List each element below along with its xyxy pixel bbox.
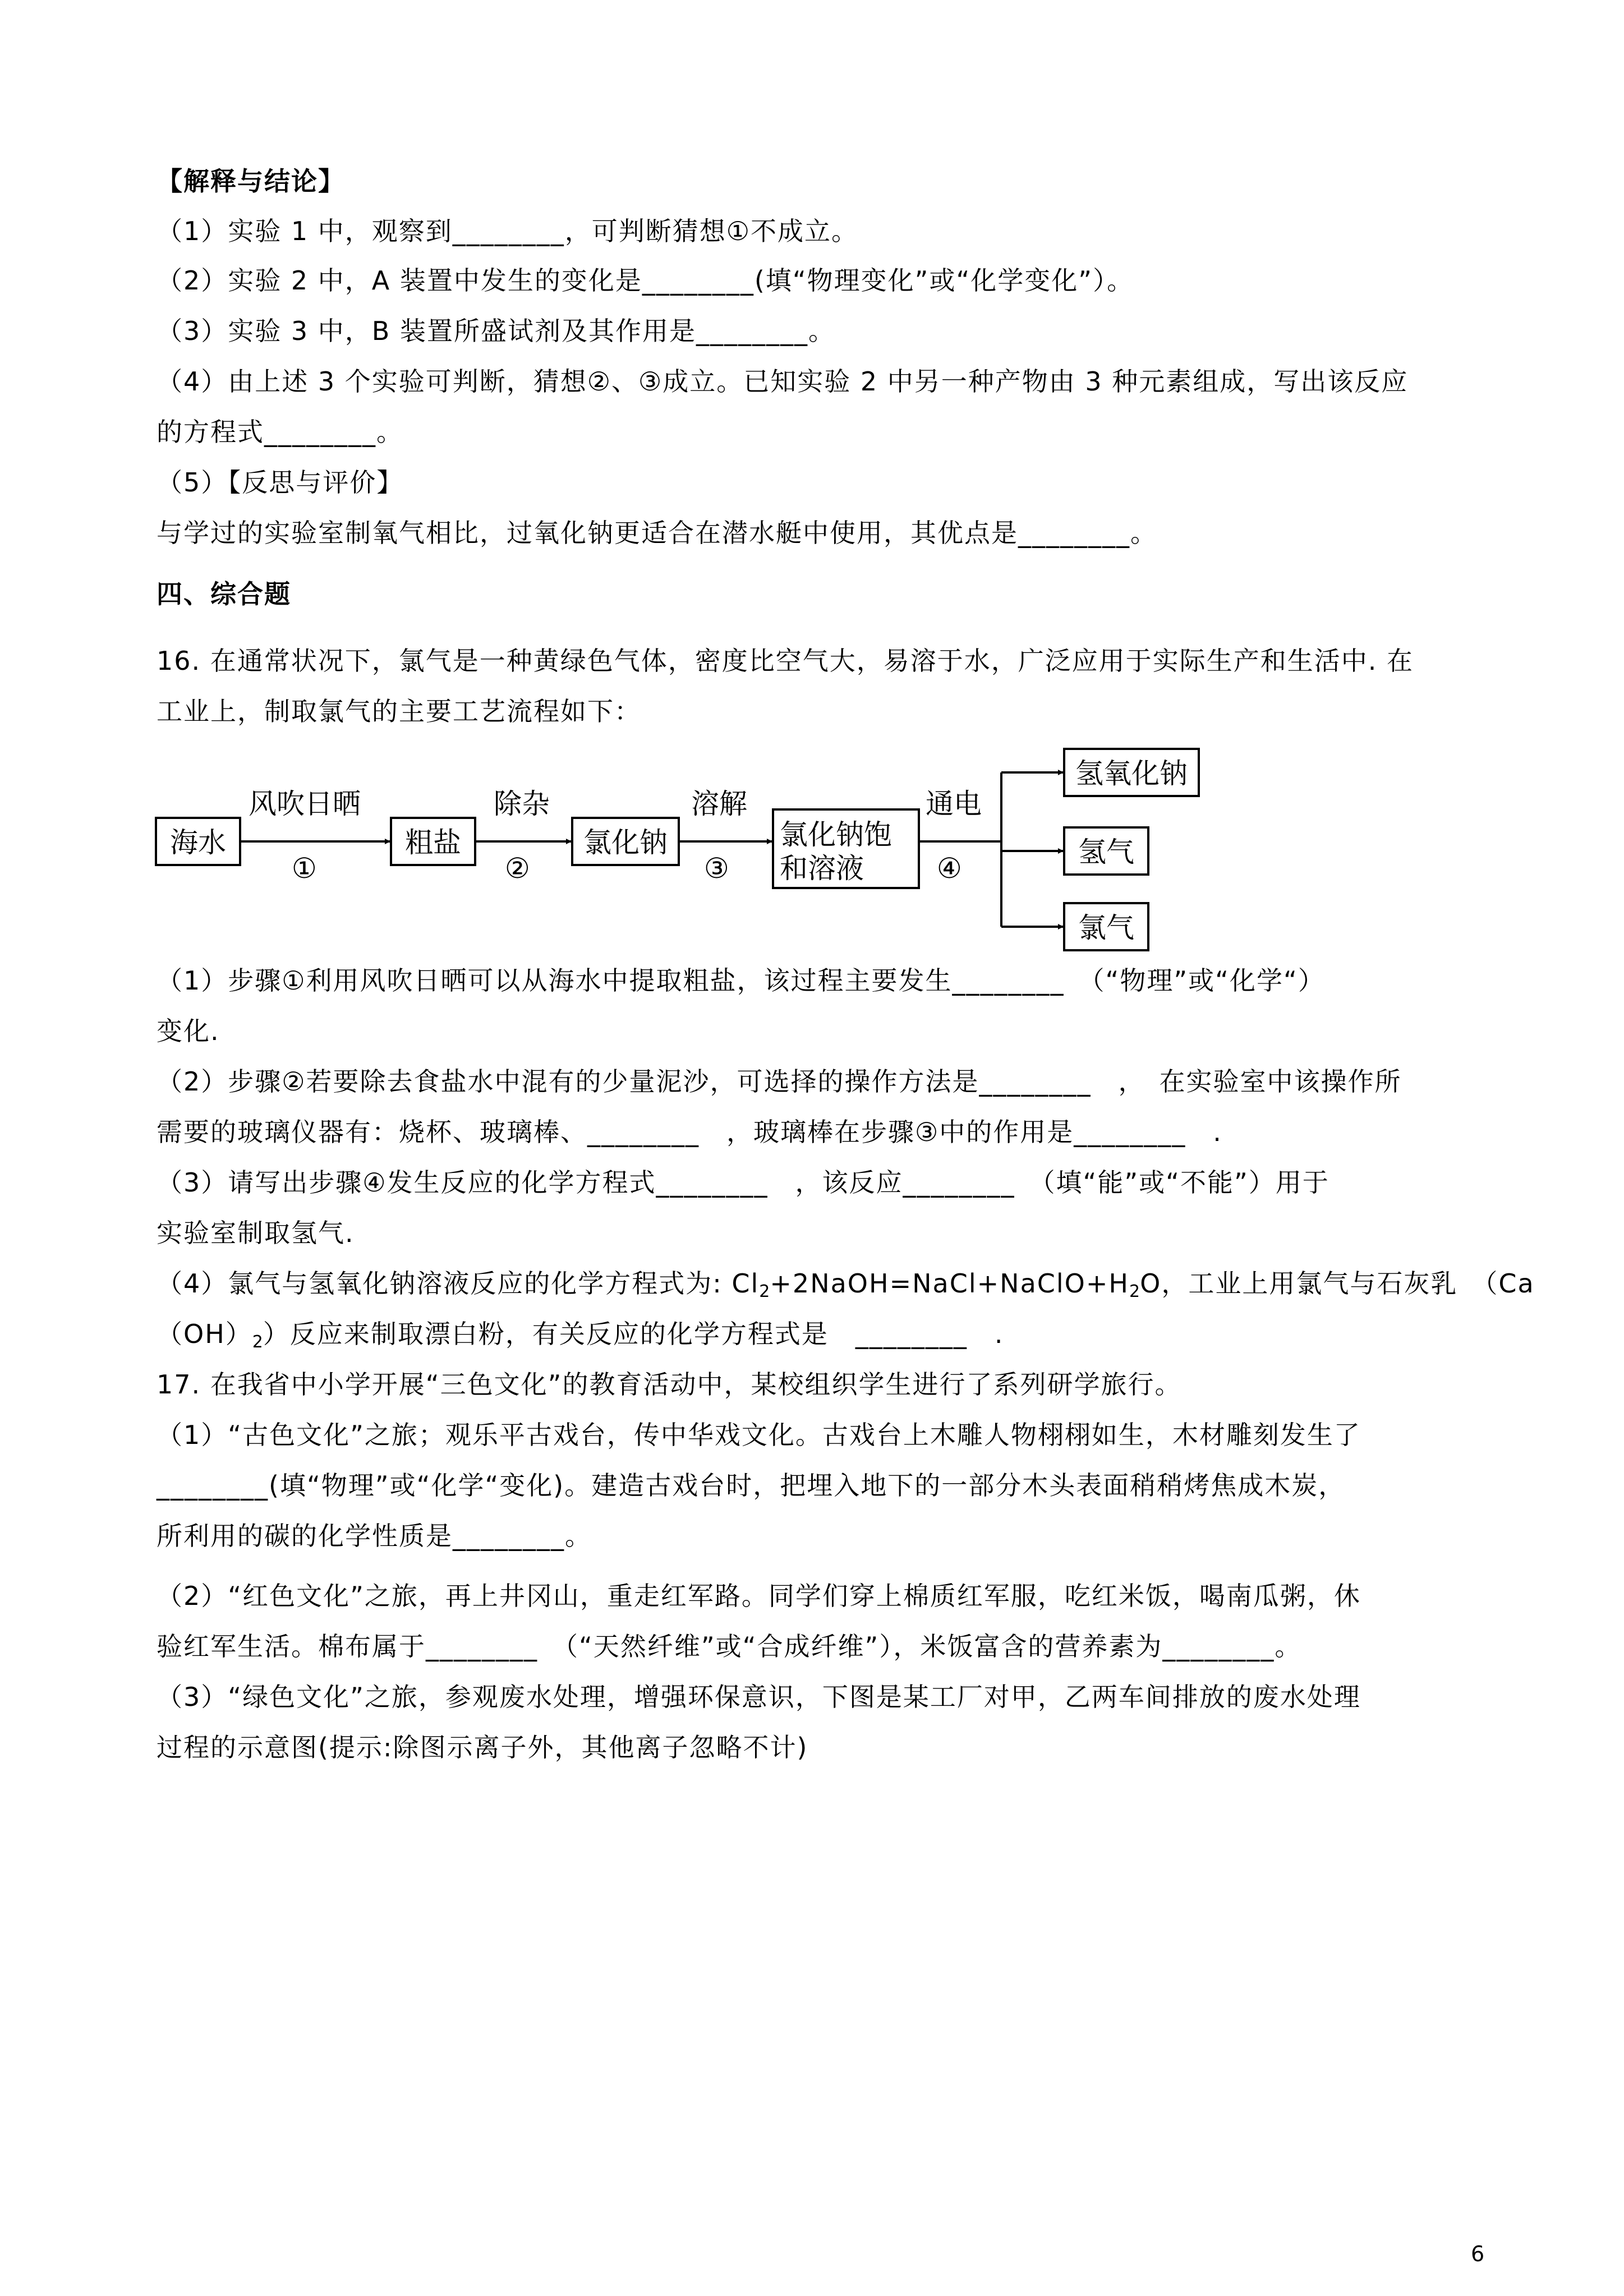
step-number: ②	[505, 852, 530, 885]
question-line: （1）实验 1 中，观察到________，可判断猜想①不成立。	[157, 216, 859, 246]
node-label: 和溶液	[780, 852, 864, 885]
step-label: 溶解	[691, 788, 747, 820]
subscript: 2	[1129, 1282, 1140, 1301]
subscript: 2	[252, 1332, 263, 1352]
node-label: 氯化钠饱	[780, 818, 892, 851]
question-line: 实验室制取氢气.	[157, 1218, 355, 1248]
question-line: 过程的示意图(提示:除图示离子外，其他离子忽略不计)	[157, 1732, 808, 1763]
section-title: 四、综合题	[157, 579, 291, 609]
question-line: （1）“古色文化”之旅；观乐平古戏台，传中华戏文化。古戏台上木雕人物栩栩如生，木材雕刻发生了	[157, 1420, 1361, 1450]
question-line: 17. 在我省中小学开展“三色文化”的教育活动中，某校组织学生进行了系列研学旅行。	[157, 1369, 1182, 1400]
question-line: （3）“绿色文化”之旅，参观废水处理，增强环保意识，下图是某工厂对甲，乙两车间排放的废水处理	[157, 1682, 1361, 1712]
question-line: （1）步骤①利用风吹日晒可以从海水中提取粗盐，该过程主要发生________ （“物理”或“化学“）	[157, 965, 1325, 996]
text-segment: O，工业上用氯气与石灰乳 （Ca	[1140, 1268, 1535, 1299]
question-line: （5）【反思与评价】	[157, 467, 404, 498]
question-line: 所利用的碳的化学性质是________。	[157, 1521, 592, 1551]
node-label: 氯化钠	[583, 826, 668, 859]
section-heading: 【解释与结论】	[157, 166, 345, 196]
question-line: （4）由上述 3 个实验可判断，猜想②、③成立。已知实验 2 中另一种产物由 3 种元素组成，写出该反应	[157, 366, 1409, 397]
question-line: 验红军生活。棉布属于________ （“天然纤维”或“合成纤维”），米饭富含的营养素为________。	[157, 1631, 1302, 1662]
step-label: 通电	[926, 788, 982, 820]
process-flow-diagram	[151, 740, 1217, 954]
subscript: 2	[759, 1282, 770, 1301]
step-number: ①	[292, 852, 317, 885]
step-label: 除杂	[494, 788, 550, 820]
question-line: 与学过的实验室制氧气相比，过氧化钠更适合在潜水艇中使用，其优点是________。	[157, 518, 1157, 548]
question-line: 的方程式________。	[157, 417, 403, 447]
text-segment: ）反应来制取漂白粉，有关反应的化学方程式是 ________ .	[263, 1319, 1004, 1349]
question-line: 需要的玻璃仪器有：烧杯、玻璃棒、________ ，玻璃棒在步骤③中的作用是________ .	[157, 1117, 1222, 1147]
question-line: （3）请写出步骤④发生反应的化学方程式________ ，该反应________ （填“能”或“不能”）用于	[157, 1167, 1329, 1198]
text-segment: +2NaOH=NaCl+NaClO+H	[770, 1268, 1130, 1299]
product-label: 氯气	[1078, 912, 1134, 944]
page-number: 6	[1471, 2242, 1485, 2266]
product-label: 氢氧化钠	[1075, 757, 1188, 790]
question-line: ________(填“物理”或“化学“变化)。建造古戏台时，把埋入地下的一部分木头表面稍稍烤焦成木炭，	[157, 1470, 1346, 1501]
step-number: ④	[937, 852, 962, 885]
question-line: （2）步骤②若要除去食盐水中混有的少量泥沙，可选择的操作方法是________ ， 在实验室中该操作所	[157, 1066, 1402, 1097]
node-label: 粗盐	[405, 826, 461, 859]
question-line: 16. 在通常状况下，氯气是一种黄绿色气体，密度比空气大，易溶于水，广泛应用于实际生产和生活中. 在	[157, 646, 1414, 676]
question-line: （3）实验 3 中，B 装置所盛试剂及其作用是________。	[157, 316, 835, 346]
step-number: ③	[704, 852, 729, 885]
question-line: （2）“红色文化”之旅，再上井冈山，重走红军路。同学们穿上棉质红军服，吃红米饭，喝南瓜粥，休	[157, 1581, 1361, 1611]
question-line: 变化.	[157, 1016, 220, 1046]
question-line	[157, 1267, 1535, 1309]
question-line: （2）实验 2 中，A 装置中发生的变化是________(填“物理变化”或“化学变化”）。	[157, 265, 1134, 296]
product-label: 氢气	[1078, 836, 1134, 868]
text-segment: （4）氯气与氢氧化钠溶液反应的化学方程式为: Cl	[157, 1268, 760, 1299]
question-line: 工业上，制取氯气的主要工艺流程如下：	[157, 696, 641, 726]
step-label: 风吹日晒	[249, 788, 361, 820]
question-line	[157, 1317, 1004, 1359]
node-label: 海水	[170, 826, 226, 859]
text-segment: （OH）	[157, 1319, 252, 1349]
